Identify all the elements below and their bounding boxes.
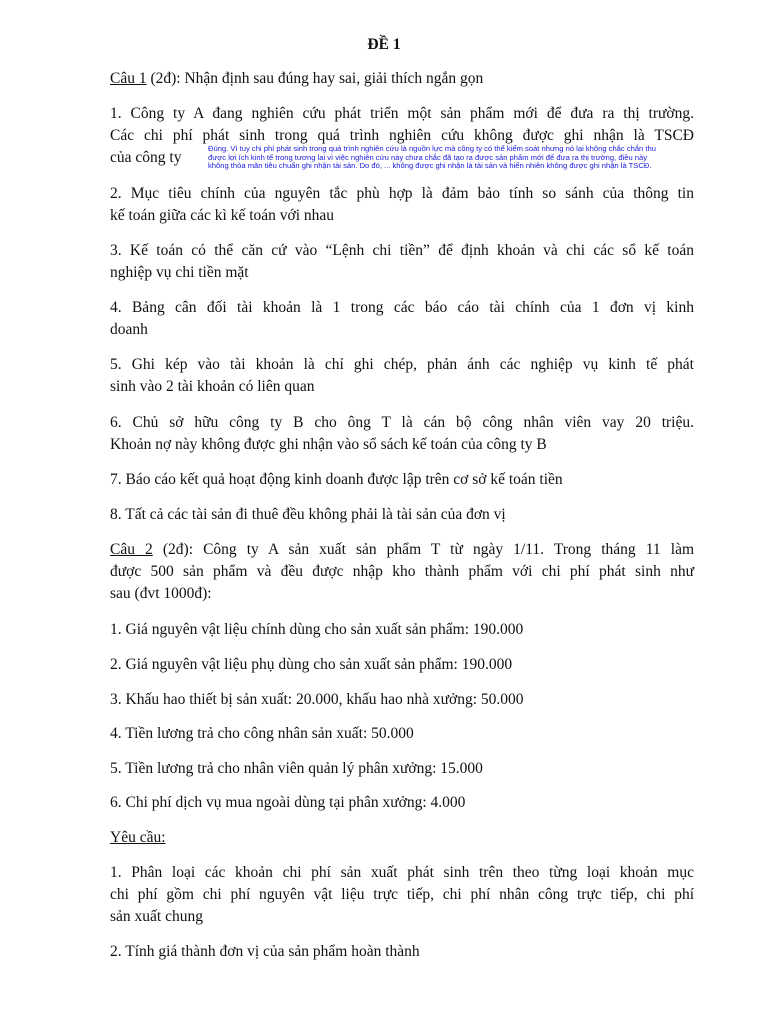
question-2-intro-line-3: sau (đvt 1000đ): (110, 585, 212, 602)
q2-cost-item-2: 2. Giá nguyên vật liệu phụ dùng cho sản xuất sản phẩm: 190.000 (110, 656, 513, 673)
q1-item-8: 8. Tất cả các tài sản đi thuê đều không phải là tài sản của đơn vị (110, 506, 506, 523)
q1-item-3-line-2: nghiệp vụ chi tiền mặt (110, 264, 249, 281)
q1-item-6-line-1: 6. Chủ sở hữu công ty B cho ông T là cán bộ công nhân viên vay 20 triệu. (110, 414, 694, 431)
question-2-heading (110, 539, 694, 561)
requirement-1-line-2: chi phí gồm chi phí nguyên vật liệu trực tiếp, chi phí nhân công trực tiếp, chi phí (110, 886, 694, 903)
question-1-label: Câu 1 (110, 70, 147, 87)
exam-title: ĐỀ 1 (367, 36, 401, 53)
q1-item-2-line-1: 2. Mục tiêu chính của nguyên tắc phù hợp là đảm bảo tính so sánh của thông tin (110, 185, 694, 202)
q2-cost-item-1: 1. Giá nguyên vật liệu chính dùng cho sản xuất sản phẩm: 190.000 (110, 621, 524, 638)
question-2-intro-line-2: được 500 sản phẩm và đều được nhập kho thành phẩm với chi phí phát sinh như (110, 563, 694, 580)
question-2-intro-line-1: : Công ty A sản xuất sản phẩm T từ ngày 1/11. Trong tháng 11 làm (188, 541, 694, 558)
q1-item-6-line-2: Khoản nợ này không được ghi nhận vào sổ sách kế toán của công ty B (110, 436, 547, 453)
q1-item-5-line-2: sinh vào 2 tài khoản có liên quan (110, 378, 315, 395)
q2-cost-item-4: 4. Tiền lương trả cho công nhân sản xuất: 50.000 (110, 725, 414, 742)
q1-item-5-line-1: 5. Ghi kép vào tài khoản là chỉ ghi chép, phản ánh các nghiệp vụ kinh tế phát (110, 356, 694, 373)
requirements-heading: Yêu cầu: (110, 829, 166, 846)
question-1-text: : Nhận định sau đúng hay sai, giải thích ngắn gọn (176, 70, 484, 87)
q1-item-1-line-3: của công ty (110, 149, 182, 166)
question-2-label: Câu 2 (110, 541, 153, 558)
q1-item-2-line-2: kế toán giữa các kì kế toán với nhau (110, 207, 335, 224)
q1-item-1-line-2: Các chi phí phát sinh trong quá trình nghiên cứu không được ghi nhận là TSCĐ (110, 127, 694, 144)
q2-cost-item-3: 3. Khấu hao thiết bị sản xuất: 20.000, khấu hao nhà xưởng: 50.000 (110, 691, 524, 708)
q1-item-1-line-1: 1. Công ty A đang nghiên cứu phát triển một sản phẩm mới để đưa ra thị trường. (110, 105, 694, 122)
q1-item-4-line-1: 4. Bảng cân đối tài khoản là 1 trong các báo cáo tài chính của 1 đơn vị kinh (110, 299, 694, 316)
requirement-2: 2. Tính giá thành đơn vị của sản phẩm hoàn thành (110, 943, 420, 960)
requirement-1-line-3: sản xuất chung (110, 908, 203, 925)
handwritten-answer-annotation: Đúng. Vì tuy chi phí phát sinh trong quá trình nghiên cứu là nguồn lực mà công ty có thể kiểm soát nhưng nó lại không chắc chắn thu được lợi ích kinh tế trong tương lai vì việc nghiên cứu này chưa chắc đã tạo ra được sản phẩm mới để đưa ra thị trường, điều này không thỏa mãn tiêu chuẩn ghi nhận tài sản. Do đó, ... không được ghi nhận là tài sản và hiển nhiên không được ghi nhận là TSCĐ. (208, 144, 656, 171)
q2-cost-item-5: 5. Tiền lương trả cho nhân viên quản lý phân xưởng: 15.000 (110, 760, 483, 777)
q1-item-3-line-1: 3. Kế toán có thể căn cứ vào “Lệnh chi tiền” để định khoản và chi các sổ kế toán (110, 242, 694, 259)
requirement-1-line-1: 1. Phân loại các khoản chi phí sản xuất phát sinh trên theo từng loại khoản mục (110, 864, 694, 881)
q2-cost-item-6: 6. Chi phí dịch vụ mua ngoài dùng tại phân xưởng: 4.000 (110, 794, 466, 811)
q1-item-4-line-2: doanh (110, 321, 148, 338)
question-1-points: (2đ) (150, 70, 177, 87)
question-2-points: (2đ) (162, 541, 189, 558)
q1-item-7: 7. Báo cáo kết quả hoạt động kinh doanh được lập trên cơ sở kế toán tiền (110, 471, 563, 488)
question-1-heading (110, 68, 694, 90)
